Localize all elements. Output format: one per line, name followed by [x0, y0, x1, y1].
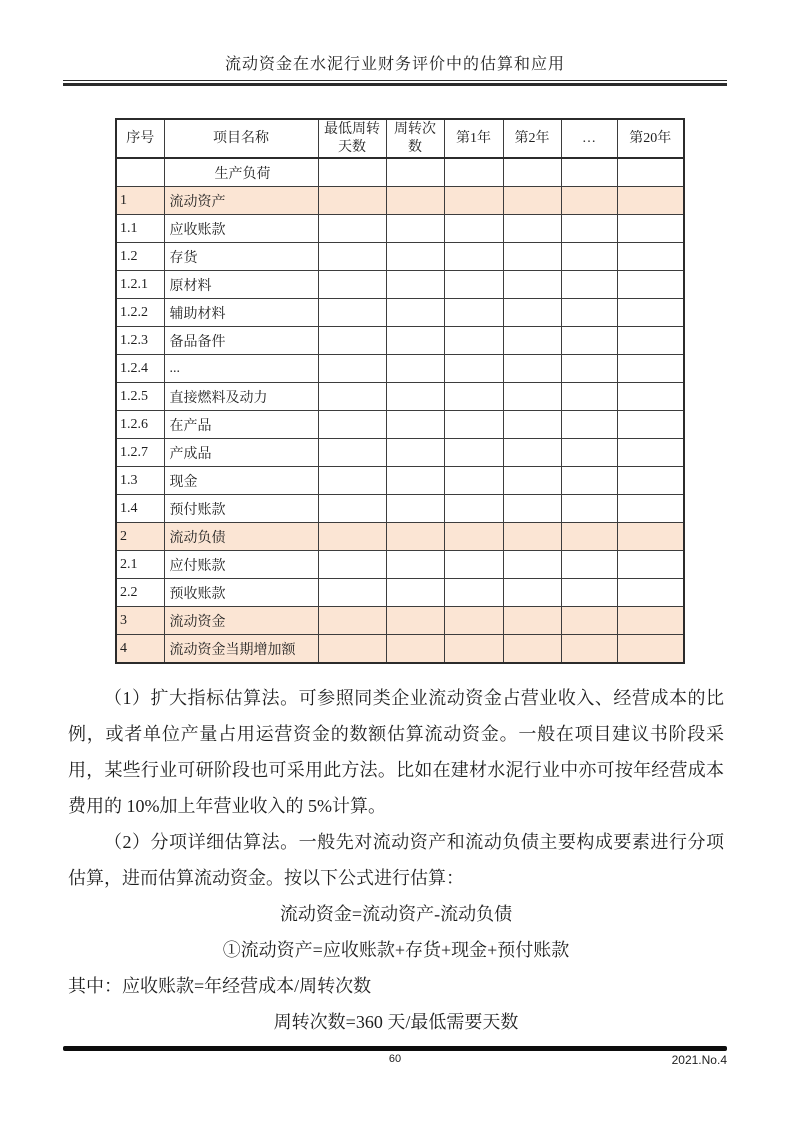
cell-item-name: 预付账款: [164, 495, 318, 523]
cell-value-empty: [318, 327, 386, 355]
table-row: [116, 158, 684, 187]
cell-value-empty: [617, 467, 684, 495]
cell-seq-no: 1.2.4: [116, 355, 164, 383]
issue-number: 2021.No.4: [671, 1053, 727, 1067]
table-row: [116, 299, 684, 327]
cell-value-empty: [444, 271, 503, 299]
table-row: [116, 411, 684, 439]
page-number: 60: [388, 1053, 402, 1065]
page-footer: [63, 1046, 727, 1069]
cell-value-empty: [561, 523, 617, 551]
cell-value-empty: [444, 439, 503, 467]
cell-value-empty: [617, 271, 684, 299]
cell-value-empty: [561, 383, 617, 411]
cell-value-empty: [386, 327, 444, 355]
cell-seq-no: 1.2: [116, 243, 164, 271]
cell-item-name: 备品备件: [164, 327, 318, 355]
table-row: [116, 215, 684, 243]
table-row: [116, 607, 684, 635]
cell-value-empty: [444, 467, 503, 495]
cell-value-empty: [386, 243, 444, 271]
cell-value-empty: [444, 355, 503, 383]
table-row: [116, 439, 684, 467]
table-row: [116, 355, 684, 383]
header-rule-thick: [63, 83, 727, 86]
table-row: [116, 635, 684, 664]
cell-value-empty: [386, 467, 444, 495]
cell-value-empty: [617, 327, 684, 355]
cell-value-empty: [561, 635, 617, 664]
cell-value-empty: [444, 327, 503, 355]
cell-value-empty: [503, 411, 561, 439]
table-row: [116, 243, 684, 271]
cell-value-empty: [318, 355, 386, 383]
cell-value-empty: [386, 383, 444, 411]
cell-item-name: ...: [164, 355, 318, 383]
cell-value-empty: [386, 551, 444, 579]
cell-seq-no: 1: [116, 187, 164, 215]
cell-value-empty: [503, 635, 561, 664]
table-row: [116, 271, 684, 299]
column-header: 第1年: [444, 119, 503, 158]
cell-value-empty: [561, 551, 617, 579]
cell-item-name: 应收账款: [164, 215, 318, 243]
cell-value-empty: [503, 158, 561, 187]
paragraph: （2）分项详细估算法。一般先对流动资产和流动负债主要构成要素进行分项估算，进而估算流动资金。按以下公式进行估算：: [68, 832, 724, 888]
cell-value-empty: [444, 299, 503, 327]
cell-value-empty: [617, 523, 684, 551]
cell-item-name: 在产品: [164, 411, 318, 439]
cell-item-name: 直接燃料及动力: [164, 383, 318, 411]
cell-value-empty: [503, 607, 561, 635]
cell-value-empty: [386, 187, 444, 215]
column-header: 项目名称: [164, 119, 318, 158]
cell-value-empty: [318, 523, 386, 551]
cell-value-empty: [503, 467, 561, 495]
cell-value-empty: [318, 383, 386, 411]
cell-value-empty: [386, 635, 444, 664]
footer-row: [63, 1053, 727, 1069]
cell-value-empty: [318, 579, 386, 607]
cell-value-empty: [386, 523, 444, 551]
cell-value-empty: [318, 467, 386, 495]
cell-seq-no: 2.2: [116, 579, 164, 607]
cell-value-empty: [561, 271, 617, 299]
formula-line: 其中：应收账款=年经营成本/周转次数: [68, 976, 372, 996]
cell-item-name: 流动资金: [164, 607, 318, 635]
cell-seq-no: 4: [116, 635, 164, 664]
cell-value-empty: [318, 439, 386, 467]
formulas: [68, 896, 724, 1040]
table-row: [116, 467, 684, 495]
cell-value-empty: [617, 495, 684, 523]
cell-value-empty: [503, 383, 561, 411]
cell-seq-no: 1.2.1: [116, 271, 164, 299]
cell-item-name: 流动资产: [164, 187, 318, 215]
cell-value-empty: [503, 551, 561, 579]
table-row: [116, 187, 684, 215]
cell-value-empty: [561, 607, 617, 635]
cell-value-empty: [444, 187, 503, 215]
cell-value-empty: [561, 187, 617, 215]
paragraph: （1）扩大指标估算法。可参照同类企业流动资金占营业收入、经营成本的比例，或者单位产量占用运营资金的数额估算流动资金。一般在项目建议书阶段采用，某些行业可研阶段也可采用此方法。比如在建材水泥行业中亦可按年经营成本费用的 10%加上年营业收入的 5%计算。: [68, 688, 724, 816]
cell-value-empty: [503, 495, 561, 523]
table-row: [116, 579, 684, 607]
cell-item-name: 原材料: [164, 271, 318, 299]
body-text: [68, 680, 724, 1040]
cell-value-empty: [503, 523, 561, 551]
cell-value-empty: [617, 383, 684, 411]
cell-value-empty: [318, 607, 386, 635]
cell-value-empty: [503, 215, 561, 243]
cell-value-empty: [617, 299, 684, 327]
cell-value-empty: [561, 467, 617, 495]
cell-value-empty: [503, 327, 561, 355]
cell-value-empty: [617, 551, 684, 579]
cell-value-empty: [503, 439, 561, 467]
cell-value-empty: [386, 439, 444, 467]
cell-value-empty: [386, 411, 444, 439]
cell-value-empty: [617, 579, 684, 607]
cell-value-empty: [386, 299, 444, 327]
cell-value-empty: [318, 635, 386, 664]
column-header: 第2年: [503, 119, 561, 158]
cell-value-empty: [503, 299, 561, 327]
cell-value-empty: [318, 299, 386, 327]
cell-value-empty: [561, 215, 617, 243]
column-header: 周转次数: [386, 119, 444, 158]
header-rule-thin: [63, 80, 727, 81]
cell-value-empty: [444, 243, 503, 271]
cell-value-empty: [561, 579, 617, 607]
footer-rule: [63, 1046, 727, 1051]
cell-value-empty: [386, 355, 444, 383]
table-row: [116, 383, 684, 411]
table-row: [116, 327, 684, 355]
table-body: [116, 158, 684, 663]
cell-value-empty: [386, 271, 444, 299]
cell-item-name: 生产负荷: [164, 158, 318, 187]
cell-item-name: 产成品: [164, 439, 318, 467]
cell-value-empty: [503, 243, 561, 271]
cell-value-empty: [617, 607, 684, 635]
cell-value-empty: [617, 635, 684, 664]
cell-value-empty: [318, 271, 386, 299]
column-header: …: [561, 119, 617, 158]
paragraphs: [68, 680, 724, 896]
cell-value-empty: [444, 215, 503, 243]
cell-item-name: 存货: [164, 243, 318, 271]
cell-value-empty: [318, 495, 386, 523]
cell-value-empty: [561, 158, 617, 187]
cell-value-empty: [561, 243, 617, 271]
cell-value-empty: [444, 579, 503, 607]
cell-seq-no: [116, 158, 164, 187]
column-header: 序号: [116, 119, 164, 158]
cell-value-empty: [503, 271, 561, 299]
running-head: [63, 55, 727, 86]
formula-line: ①流动资产=应收账款+存货+现金+预付账款: [222, 940, 570, 960]
cell-seq-no: 1.3: [116, 467, 164, 495]
formula-line: 周转次数=360 天/最低需要天数: [273, 1012, 519, 1032]
cell-value-empty: [444, 495, 503, 523]
cell-value-empty: [561, 299, 617, 327]
cell-value-empty: [386, 579, 444, 607]
cell-value-empty: [561, 411, 617, 439]
cell-value-empty: [617, 187, 684, 215]
cell-value-empty: [386, 607, 444, 635]
cell-seq-no: 1.2.7: [116, 439, 164, 467]
cell-value-empty: [617, 158, 684, 187]
cell-value-empty: [617, 411, 684, 439]
cell-value-empty: [444, 383, 503, 411]
cell-seq-no: 1.2.3: [116, 327, 164, 355]
table-row: [116, 495, 684, 523]
column-header: 第20年: [617, 119, 684, 158]
cell-value-empty: [561, 327, 617, 355]
cell-value-empty: [318, 243, 386, 271]
cell-seq-no: 2: [116, 523, 164, 551]
cell-value-empty: [503, 579, 561, 607]
cell-value-empty: [318, 187, 386, 215]
cell-value-empty: [318, 551, 386, 579]
page-title: 流动资金在水泥行业财务评价中的估算和应用: [224, 56, 565, 73]
cell-seq-no: 1.2.5: [116, 383, 164, 411]
cell-value-empty: [444, 158, 503, 187]
cell-value-empty: [617, 355, 684, 383]
cell-value-empty: [444, 523, 503, 551]
cell-value-empty: [318, 411, 386, 439]
cell-value-empty: [444, 607, 503, 635]
cell-item-name: 预收账款: [164, 579, 318, 607]
cell-value-empty: [318, 158, 386, 187]
estimation-table: [115, 118, 685, 664]
cell-value-empty: [444, 411, 503, 439]
table-row: [116, 523, 684, 551]
column-header: 最低周转天数: [318, 119, 386, 158]
cell-value-empty: [503, 187, 561, 215]
cell-seq-no: 1.2.6: [116, 411, 164, 439]
cell-value-empty: [617, 439, 684, 467]
cell-value-empty: [444, 635, 503, 664]
cell-seq-no: 1.4: [116, 495, 164, 523]
cell-seq-no: 1.2.2: [116, 299, 164, 327]
cell-value-empty: [386, 495, 444, 523]
cell-seq-no: 3: [116, 607, 164, 635]
table-row: [116, 551, 684, 579]
cell-item-name: 应付账款: [164, 551, 318, 579]
cell-value-empty: [386, 215, 444, 243]
cell-value-empty: [561, 439, 617, 467]
cell-value-empty: [318, 215, 386, 243]
cell-item-name: 现金: [164, 467, 318, 495]
cell-value-empty: [617, 215, 684, 243]
cell-value-empty: [444, 551, 503, 579]
cell-item-name: 流动资金当期增加额: [164, 635, 318, 664]
cell-item-name: 辅助材料: [164, 299, 318, 327]
cell-seq-no: 1.1: [116, 215, 164, 243]
cell-value-empty: [386, 158, 444, 187]
cell-value-empty: [617, 243, 684, 271]
cell-value-empty: [561, 495, 617, 523]
cell-seq-no: 2.1: [116, 551, 164, 579]
estimation-table-wrap: [115, 118, 685, 664]
table-header-row: [116, 119, 684, 158]
cell-item-name: 流动负债: [164, 523, 318, 551]
formula-line: 流动资金=流动资产-流动负债: [279, 904, 513, 924]
cell-value-empty: [561, 355, 617, 383]
cell-value-empty: [503, 355, 561, 383]
